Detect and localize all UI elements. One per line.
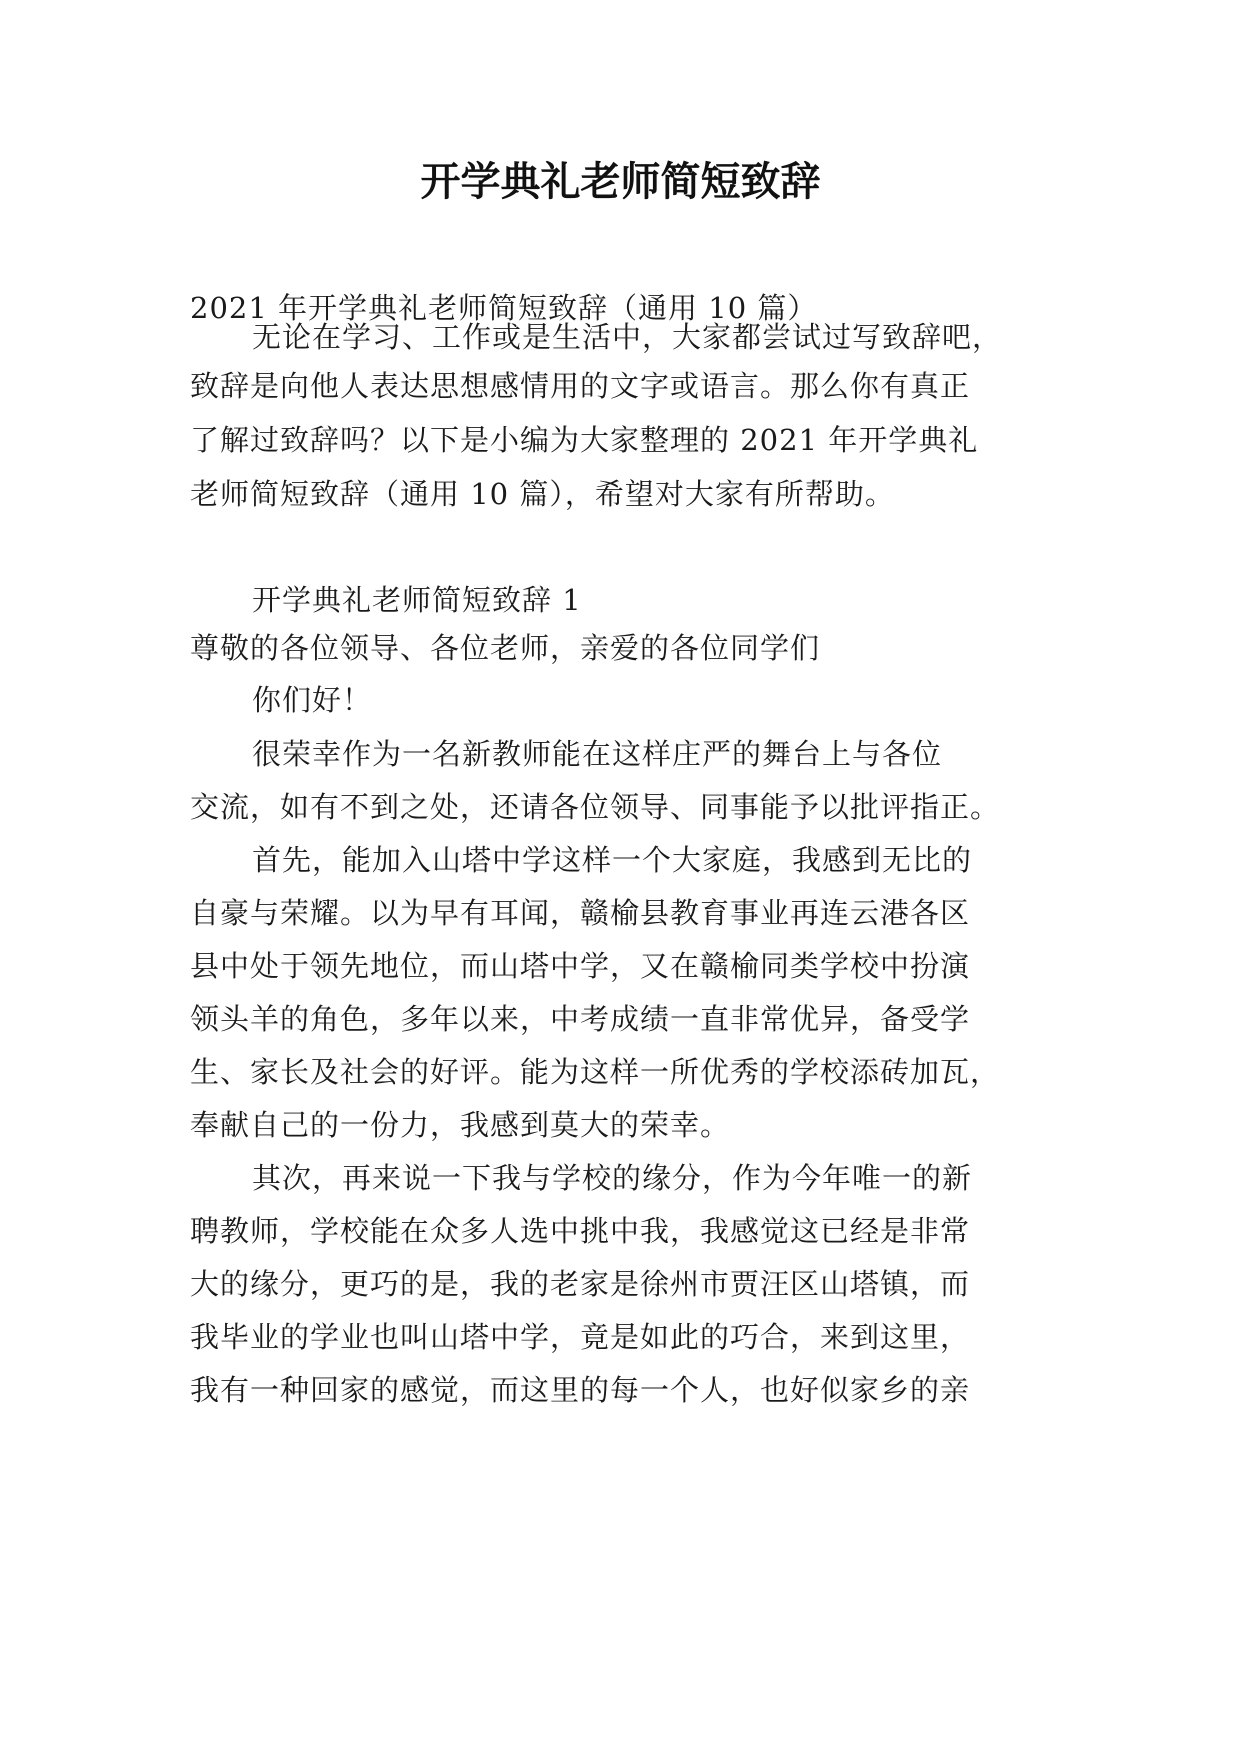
body-line: 首先，能加入山塔中学这样一个大家庭，我感到无比的 (252, 843, 973, 877)
intro-line: 老师简短致辞（通用 10 篇），希望对大家有所帮助。 (190, 477, 895, 511)
document-title: 开学典礼老师简短致辞 (420, 159, 821, 205)
body-line: 其次，再来说一下我与学校的缘分，作为今年唯一的新 (252, 1161, 973, 1195)
section-heading: 开学典礼老师简短致辞 1 (252, 583, 582, 617)
body-line: 县中处于领先地位，而山塔中学，又在赣榆同类学校中扮演 (190, 949, 971, 983)
body-line: 领头羊的角色，多年以来，中考成绩一直非常优异，备受学 (190, 1002, 971, 1036)
body-line: 交流，如有不到之处，还请各位领导、同事能予以批评指正。 (190, 790, 1001, 824)
body-line: 聘教师，学校能在众多人选中挑中我，我感觉这已经是非常 (190, 1214, 971, 1248)
body-line: 奉献自己的一份力，我感到莫大的荣幸。 (190, 1108, 731, 1142)
body-line: 很荣幸作为一名新教师能在这样庄严的舞台上与各位 (252, 737, 943, 771)
body-line: 自豪与荣耀。以为早有耳闻，赣榆县教育事业再连云港各区 (190, 896, 971, 930)
body-line: 大的缘分，更巧的是，我的老家是徐州市贾汪区山塔镇，而 (190, 1267, 971, 1301)
body-line: 生、家长及社会的好评。能为这样一所优秀的学校添砖加瓦， (190, 1055, 1001, 1089)
greeting-line: 你们好！ (252, 683, 373, 717)
body-line: 我有一种回家的感觉，而这里的每一个人，也好似家乡的亲 (190, 1373, 971, 1407)
intro-line: 无论在学习、工作或是生活中，大家都尝试过写致辞吧， (252, 320, 1003, 354)
intro-line: 了解过致辞吗？以下是小编为大家整理的 2021 年开学典礼 (190, 423, 979, 457)
salutation-line: 尊敬的各位领导、各位老师，亲爱的各位同学们 (190, 631, 821, 665)
subtitle-line: 2021 年开学典礼老师简短致辞（通用 10 篇） (190, 291, 818, 325)
body-line: 我毕业的学业也叫山塔中学，竟是如此的巧合，来到这里， (190, 1320, 971, 1354)
intro-line: 致辞是向他人表达思想感情用的文字或语言。那么你有真正 (190, 369, 971, 403)
